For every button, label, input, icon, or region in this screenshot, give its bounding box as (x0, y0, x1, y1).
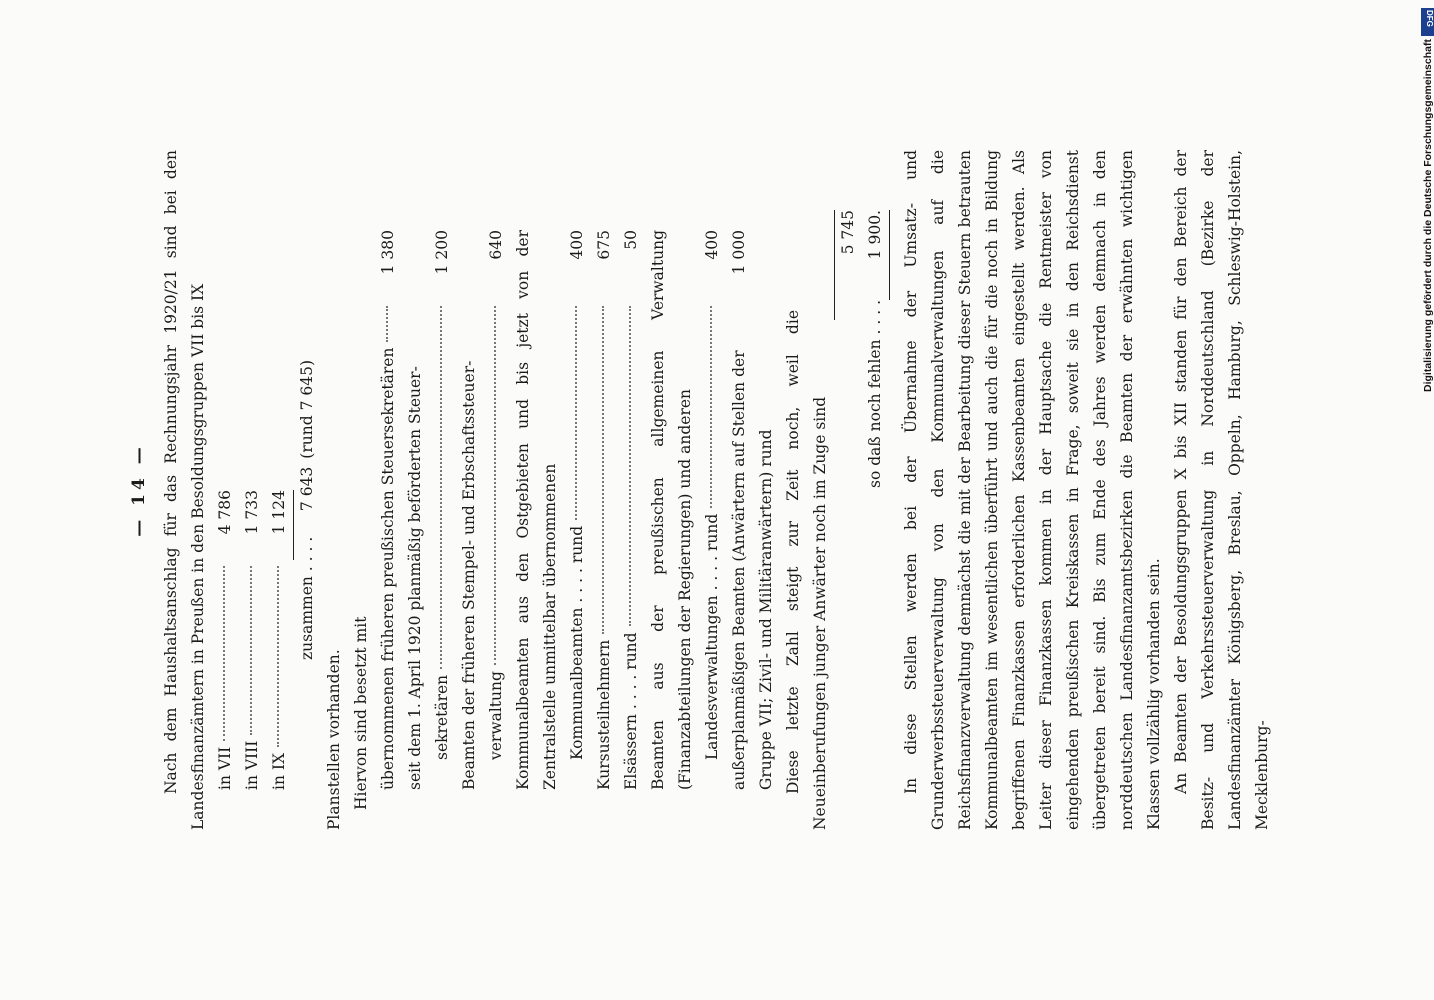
item-value: 50 (622, 230, 640, 250)
item-value: 640 (487, 230, 505, 260)
sum-note: (rund 7 645) (298, 360, 316, 459)
list-item: Beamten der früheren Stempel- und Erbschaftssteuer- verwaltung 640 (456, 230, 510, 830)
planstellen-line: Planstellen vorhanden. (325, 649, 343, 830)
list-item: Kommunalbeamten aus den Ostgebieten und bis jetzt von der Zentralstelle unmittelbar übernommenen Kommunalbeamten . . . . rund 400 (510, 230, 591, 830)
rotated-text-block (120, 150, 1290, 830)
group-row (266, 490, 294, 830)
fehlen-value: 1 900. (862, 210, 890, 300)
list-item: seit dem 1. April 1920 planmäßig beförderten Steuer- sekretären 1 200 (402, 230, 456, 830)
group-value: 4 786 (216, 490, 234, 535)
group-label: in VIII (243, 740, 261, 790)
dfg-logo: DFG (1421, 8, 1434, 36)
besetzt-intro: Hiervon sind besetzt mit (352, 616, 370, 810)
digitization-credit: Digitalisierung gefördert durch die Deutsche Forschungsgemeinschaft (1422, 39, 1434, 392)
item-value: 1 380 (379, 230, 397, 275)
group-row (239, 490, 266, 830)
list-item: übernommenen früheren preußischen Steuersekretären 1 380 (375, 230, 402, 830)
group-label: in VII (216, 746, 234, 790)
list-item: Kursusteilnehmern 675 (591, 230, 618, 830)
item-value: 400 (568, 230, 586, 260)
sum-value: 7 643 (298, 466, 316, 512)
sum-row (294, 360, 321, 830)
item-value: 400 (703, 230, 721, 260)
page-number: — 14 — (129, 443, 149, 537)
sum-label: zusammen . . . . (298, 536, 316, 661)
item-value: 675 (595, 230, 613, 260)
list-item: außerplanmäßigen Beamten (Anwärtern auf Stellen der Gruppe VII; Zivil- und Militäranwärtern) rund 1 000 (726, 230, 780, 830)
item-value: 1 200 (433, 230, 451, 275)
group-label: in IX (270, 752, 288, 790)
diese-note: Diese letzte Zahl steigt zur Zeit noch, weil die Neueinberufungen junger Anwärter noch im Zuge sind (784, 310, 829, 830)
fehlen-label: so daß noch fehlen . . . . (866, 300, 884, 488)
group-value: 1 124 (266, 490, 294, 560)
group-list (212, 150, 321, 830)
paragraph-1: In diese Stellen werden bei der Übernahme der Umsatz- und Grunderwerbssteuerverwaltung von den Kommunalverwaltungen auf die Reichsfinanzverwaltung demnächst die mit der Bearbeitung dieser Steuern betrauten Kommunalbeamten im wesentlichen überführt und auch die für die noch in Bildung begriffenen Finanzkassen erforderlichen Kassenbeamten eingestellt werden. Als Leiter dieser Finanzkassen kommen in der Hauptsache die Rentmeister von eingehenden preußischen Kreiskassen in Frage, soweit sie in den Reichsdienst übergetreten bereit sind. Bis zum Ende des Jahres werden demnach in den norddeutschen Landesfinanzamtsbezirken die Beamten der erwähnten wichtigen Klassen vollzählig vorhanden sein. (902, 150, 1163, 830)
total-row (834, 210, 862, 830)
list-item: Elsässern . . . . rund 50 (618, 230, 645, 830)
fehlen-row (862, 210, 890, 830)
group-value: 1 733 (243, 490, 261, 535)
paragraph-2: An Beamten der Besoldungsgruppen X bis XII standen für den Bereich der Besitz- und Verkehrssteuerverwaltung in Norddeutschland (Bezirke der Landesfinanzämter Königsberg, Breslau, Oppeln, Hamburg, Schleswig-Holstein, Mecklenburg- (1172, 150, 1271, 830)
intro-paragraph: Nach dem Haushaltsanschlag für das Rechnungsjahr 1920/21 sind bei den Landesfinanzämtern in Preußen in den Besoldungsgruppen VII bis IX (162, 150, 207, 830)
group-row (212, 490, 239, 830)
item-value: 1 000 (730, 230, 748, 275)
staff-list (375, 150, 780, 830)
total-value: 5 745 (834, 210, 862, 320)
list-item: Beamten aus der preußischen allgemeinen Verwaltung (Finanzabteilungen der Regierungen) und anderen Landesverwaltungen . . . . rund 400 (645, 230, 726, 830)
